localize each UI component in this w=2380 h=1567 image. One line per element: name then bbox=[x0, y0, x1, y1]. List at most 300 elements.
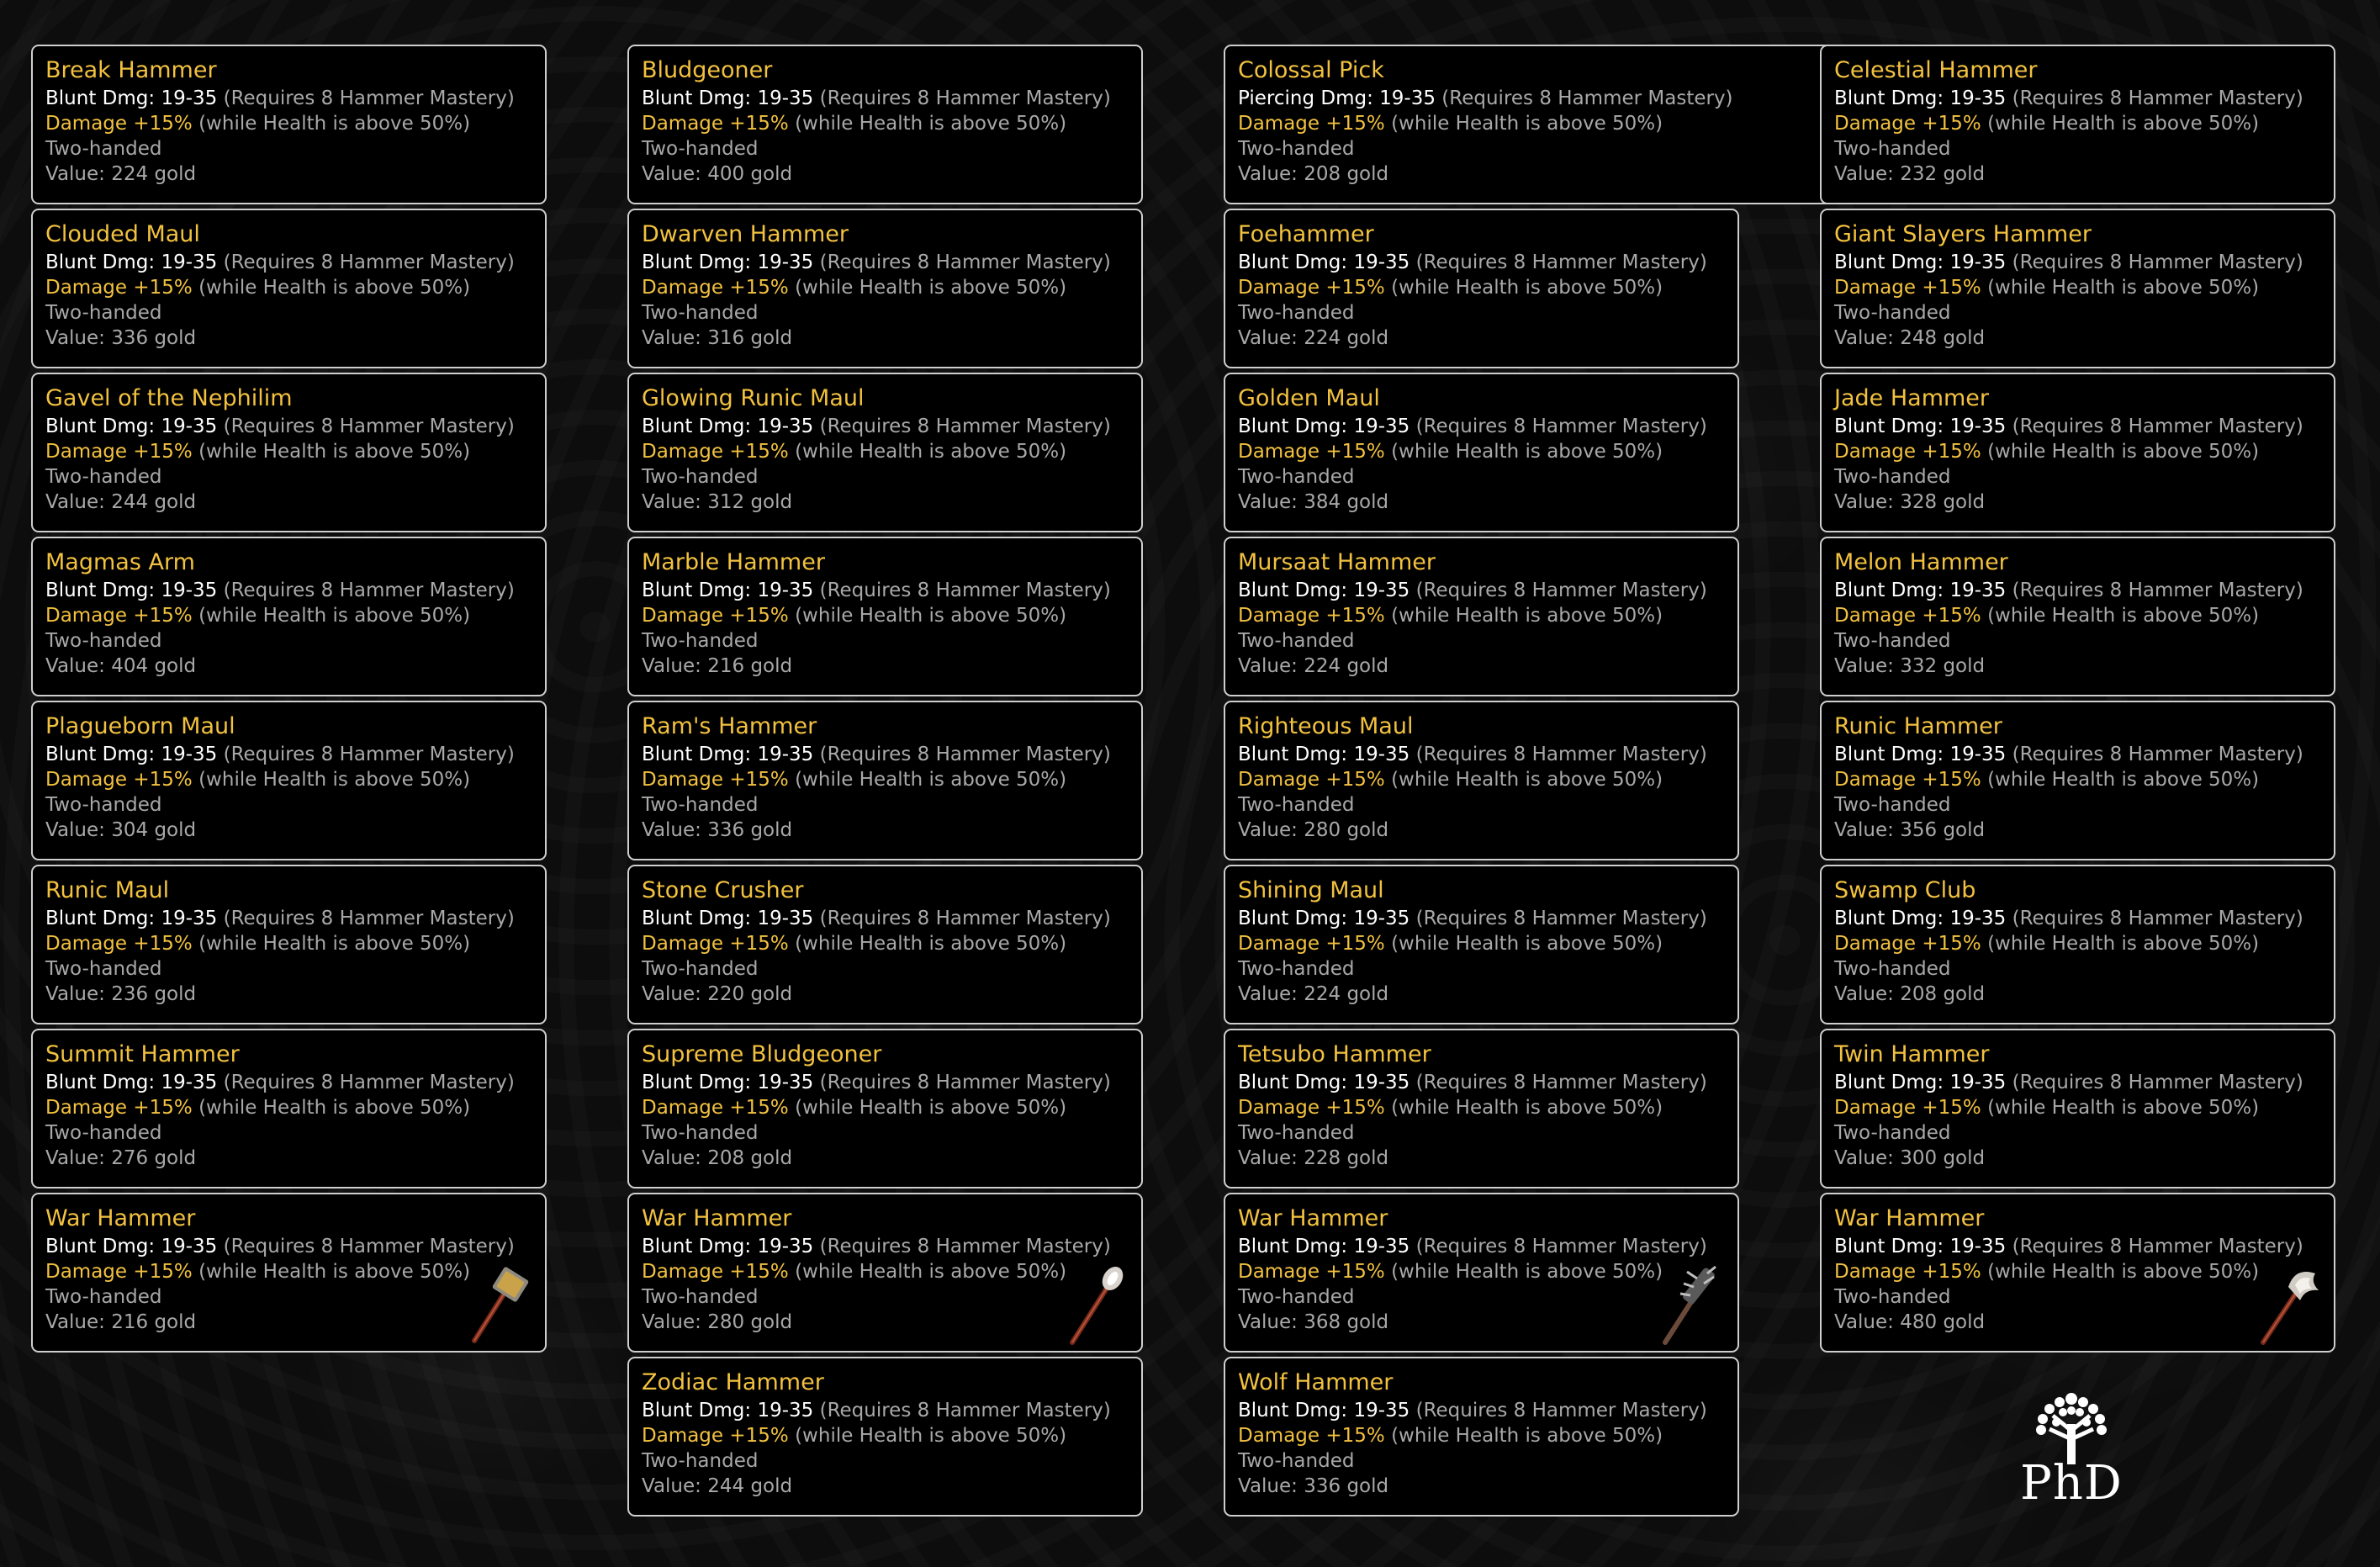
mace-icon bbox=[1059, 1262, 1134, 1346]
handedness: Two-handed bbox=[1238, 1122, 1355, 1144]
value-suffix: gold bbox=[744, 327, 793, 349]
damage-bonus: Damage +15% bbox=[642, 1097, 789, 1119]
value-amount: 368 bbox=[1304, 1311, 1341, 1333]
item-card[interactable] bbox=[31, 701, 547, 860]
requirement-text: (Requires 8 Hammer Mastery) bbox=[1409, 1400, 1707, 1421]
item-name: Glowing Runic Maul bbox=[642, 385, 865, 411]
damage-stat-line bbox=[642, 578, 1141, 603]
damage-type-label: Blunt Dmg: bbox=[1834, 251, 1950, 273]
item-value bbox=[642, 161, 1141, 187]
handedness: Two-handed bbox=[1834, 1286, 1951, 1308]
bonus-condition: (while Health is above 50%) bbox=[192, 933, 471, 955]
damage-stat-line bbox=[1834, 906, 2334, 931]
damage-stat-line bbox=[642, 1398, 1141, 1423]
damage-type-label: Blunt Dmg: bbox=[642, 87, 758, 109]
value-amount: 300 bbox=[1900, 1147, 1938, 1169]
value-amount: 276 bbox=[111, 1147, 149, 1169]
handedness: Two-handed bbox=[1238, 630, 1355, 652]
item-card[interactable] bbox=[627, 865, 1143, 1024]
item-card[interactable] bbox=[1820, 1193, 2335, 1353]
damage-stat-line bbox=[45, 250, 545, 275]
bonus-condition: (while Health is above 50%) bbox=[788, 933, 1067, 955]
item-card[interactable] bbox=[627, 537, 1143, 696]
damage-stat-line bbox=[45, 742, 545, 767]
damage-bonus-line bbox=[1834, 1095, 2334, 1120]
item-card[interactable] bbox=[31, 373, 547, 532]
item-name: War Hammer bbox=[45, 1205, 196, 1231]
damage-stat-line bbox=[1834, 414, 2334, 439]
handedness: Two-handed bbox=[642, 302, 759, 324]
requirement-text: (Requires 8 Hammer Mastery) bbox=[1409, 251, 1707, 273]
value-prefix: Value: bbox=[1834, 1147, 1901, 1169]
handedness: Two-handed bbox=[45, 1122, 162, 1144]
damage-type-label: Blunt Dmg: bbox=[642, 251, 758, 273]
damage-range: 19-35 bbox=[757, 251, 814, 273]
damage-range: 19-35 bbox=[1353, 744, 1410, 765]
value-suffix: gold bbox=[1341, 163, 1389, 185]
handedness: Two-handed bbox=[1238, 302, 1355, 324]
damage-bonus: Damage +15% bbox=[45, 277, 193, 299]
handedness: Two-handed bbox=[45, 958, 162, 980]
value-amount: 336 bbox=[707, 819, 745, 841]
damage-bonus-line bbox=[1238, 111, 1853, 136]
item-name: Twin Hammer bbox=[1834, 1041, 1990, 1067]
requirement-text: (Requires 8 Hammer Mastery) bbox=[2006, 251, 2303, 273]
requirement-text: (Requires 8 Hammer Mastery) bbox=[1409, 580, 1707, 601]
damage-bonus: Damage +15% bbox=[1238, 1097, 1385, 1119]
bonus-condition: (while Health is above 50%) bbox=[1384, 1261, 1663, 1283]
damage-bonus-line bbox=[642, 1095, 1141, 1120]
damage-type-label: Blunt Dmg: bbox=[45, 580, 161, 601]
value-prefix: Value: bbox=[1238, 819, 1304, 841]
bonus-condition: (while Health is above 50%) bbox=[1384, 769, 1663, 791]
value-suffix: gold bbox=[744, 983, 793, 1005]
requirement-text: (Requires 8 Hammer Mastery) bbox=[2006, 87, 2303, 109]
item-value bbox=[45, 982, 545, 1007]
item-name: Tetsubo Hammer bbox=[1238, 1041, 1431, 1067]
requirement-text: (Requires 8 Hammer Mastery) bbox=[1409, 1236, 1707, 1257]
item-card[interactable] bbox=[1820, 865, 2335, 1024]
damage-stat-line bbox=[1834, 742, 2334, 767]
value-amount: 208 bbox=[707, 1147, 745, 1169]
value-suffix: gold bbox=[1937, 491, 1986, 513]
damage-range: 19-35 bbox=[757, 744, 814, 765]
value-prefix: Value: bbox=[1834, 655, 1901, 677]
requirement-text: (Requires 8 Hammer Mastery) bbox=[217, 87, 515, 109]
item-card[interactable] bbox=[1820, 537, 2335, 696]
value-suffix: gold bbox=[1937, 1147, 1986, 1169]
value-prefix: Value: bbox=[1834, 1311, 1901, 1333]
value-prefix: Value: bbox=[642, 983, 708, 1005]
bonus-condition: (while Health is above 50%) bbox=[1384, 441, 1663, 463]
damage-bonus: Damage +15% bbox=[1238, 769, 1385, 791]
requirement-text: (Requires 8 Hammer Mastery) bbox=[217, 416, 515, 437]
damage-type-label: Blunt Dmg: bbox=[1238, 580, 1354, 601]
item-value bbox=[1238, 818, 1737, 843]
item-card[interactable] bbox=[31, 865, 547, 1024]
damage-stat-line bbox=[45, 906, 545, 931]
value-suffix: gold bbox=[148, 655, 197, 677]
damage-range: 19-35 bbox=[757, 908, 814, 929]
damage-stat-line bbox=[1238, 742, 1737, 767]
value-suffix: gold bbox=[744, 1311, 793, 1333]
value-prefix: Value: bbox=[1834, 327, 1901, 349]
value-prefix: Value: bbox=[642, 1147, 708, 1169]
damage-bonus-line bbox=[45, 1095, 545, 1120]
damage-type-label: Blunt Dmg: bbox=[1834, 908, 1950, 929]
value-amount: 280 bbox=[707, 1311, 745, 1333]
item-card[interactable] bbox=[627, 45, 1143, 204]
bonus-condition: (while Health is above 50%) bbox=[1981, 605, 2260, 627]
value-amount: 336 bbox=[111, 327, 149, 349]
item-value bbox=[1238, 490, 1737, 515]
value-prefix: Value: bbox=[1238, 983, 1304, 1005]
item-value bbox=[642, 1146, 1141, 1171]
damage-bonus-line bbox=[642, 439, 1141, 464]
item-name: Shining Maul bbox=[1238, 877, 1384, 903]
damage-type-label: Blunt Dmg: bbox=[1238, 908, 1354, 929]
item-value bbox=[1834, 1146, 2334, 1171]
damage-type-label: Blunt Dmg: bbox=[45, 1072, 161, 1093]
requirement-text: (Requires 8 Hammer Mastery) bbox=[813, 908, 1111, 929]
item-card[interactable] bbox=[627, 1357, 1143, 1517]
value-amount: 224 bbox=[1304, 655, 1341, 677]
damage-type-label: Blunt Dmg: bbox=[1834, 744, 1950, 765]
value-amount: 228 bbox=[1304, 1147, 1341, 1169]
damage-type-label: Blunt Dmg: bbox=[45, 416, 161, 437]
damage-type-label: Blunt Dmg: bbox=[1238, 744, 1354, 765]
damage-stat-line bbox=[45, 86, 545, 111]
item-name: Foehammer bbox=[1238, 221, 1374, 247]
item-name: Break Hammer bbox=[45, 57, 217, 83]
damage-stat-line bbox=[1834, 1234, 2334, 1259]
requirement-text: (Requires 8 Hammer Mastery) bbox=[813, 1236, 1111, 1257]
damage-range: 19-35 bbox=[1353, 1072, 1410, 1093]
damage-type-label: Blunt Dmg: bbox=[642, 416, 758, 437]
damage-bonus-line bbox=[642, 767, 1141, 792]
damage-bonus-line bbox=[1834, 767, 2334, 792]
handedness: Two-handed bbox=[1834, 138, 1951, 160]
handedness: Two-handed bbox=[642, 958, 759, 980]
requirement-text: (Requires 8 Hammer Mastery) bbox=[813, 744, 1111, 765]
damage-bonus-line bbox=[45, 767, 545, 792]
value-amount: 216 bbox=[707, 655, 745, 677]
value-prefix: Value: bbox=[45, 327, 112, 349]
value-suffix: gold bbox=[148, 1147, 197, 1169]
damage-bonus-line bbox=[1834, 275, 2334, 300]
value-prefix: Value: bbox=[642, 1475, 708, 1497]
damage-bonus: Damage +15% bbox=[45, 1097, 193, 1119]
bonus-condition: (while Health is above 50%) bbox=[192, 441, 471, 463]
bonus-condition: (while Health is above 50%) bbox=[1384, 1097, 1663, 1119]
value-prefix: Value: bbox=[45, 983, 112, 1005]
value-amount: 336 bbox=[1304, 1475, 1341, 1497]
damage-stat-line bbox=[642, 1070, 1141, 1095]
item-card[interactable] bbox=[1224, 373, 1739, 532]
damage-type-label: Blunt Dmg: bbox=[642, 1072, 758, 1093]
item-name: War Hammer bbox=[1834, 1205, 1985, 1231]
damage-bonus: Damage +15% bbox=[45, 113, 193, 135]
damage-bonus: Damage +15% bbox=[1834, 933, 1981, 955]
item-name: Celestial Hammer bbox=[1834, 57, 2038, 83]
value-prefix: Value: bbox=[45, 1147, 112, 1169]
handedness: Two-handed bbox=[642, 1122, 759, 1144]
damage-bonus-line bbox=[45, 931, 545, 956]
damage-type-label: Blunt Dmg: bbox=[1238, 1400, 1354, 1421]
bonus-condition: (while Health is above 50%) bbox=[192, 113, 471, 135]
damage-bonus: Damage +15% bbox=[1238, 933, 1385, 955]
item-card[interactable] bbox=[627, 1193, 1143, 1353]
damage-type-label: Blunt Dmg: bbox=[1834, 580, 1950, 601]
bonus-condition: (while Health is above 50%) bbox=[192, 1097, 471, 1119]
bonus-condition: (while Health is above 50%) bbox=[192, 277, 471, 299]
damage-stat-line bbox=[642, 250, 1141, 275]
value-amount: 224 bbox=[1304, 327, 1341, 349]
item-card[interactable] bbox=[31, 1193, 547, 1353]
item-card[interactable] bbox=[1224, 209, 1739, 368]
value-prefix: Value: bbox=[1238, 327, 1304, 349]
damage-range: 19-35 bbox=[1949, 580, 2007, 601]
value-suffix: gold bbox=[148, 327, 197, 349]
value-amount: 216 bbox=[111, 1311, 149, 1333]
damage-bonus: Damage +15% bbox=[1834, 605, 1981, 627]
damage-type-label: Blunt Dmg: bbox=[1834, 1236, 1950, 1257]
damage-range: 19-35 bbox=[161, 908, 218, 929]
damage-range: 19-35 bbox=[1949, 1236, 2007, 1257]
item-value bbox=[45, 818, 545, 843]
value-prefix: Value: bbox=[45, 163, 112, 185]
value-amount: 224 bbox=[1304, 983, 1341, 1005]
sledgehammer-icon bbox=[463, 1262, 538, 1346]
bonus-condition: (while Health is above 50%) bbox=[1981, 277, 2260, 299]
handedness: Two-handed bbox=[642, 138, 759, 160]
item-card[interactable] bbox=[31, 1029, 547, 1188]
bonus-condition: (while Health is above 50%) bbox=[1981, 1097, 2260, 1119]
requirement-text: (Requires 8 Hammer Mastery) bbox=[217, 744, 515, 765]
damage-bonus-line bbox=[45, 439, 545, 464]
value-amount: 312 bbox=[707, 491, 745, 513]
damage-bonus-line bbox=[1238, 1095, 1737, 1120]
item-card[interactable] bbox=[31, 45, 547, 204]
damage-type-label: Blunt Dmg: bbox=[45, 908, 161, 929]
damage-range: 19-35 bbox=[757, 416, 814, 437]
item-card[interactable] bbox=[1820, 701, 2335, 860]
damage-bonus-line bbox=[642, 111, 1141, 136]
damage-range: 19-35 bbox=[757, 1400, 814, 1421]
damage-type-label: Blunt Dmg: bbox=[1238, 1236, 1354, 1257]
handedness: Two-handed bbox=[45, 630, 162, 652]
damage-type-label: Blunt Dmg: bbox=[642, 580, 758, 601]
value-amount: 248 bbox=[1900, 327, 1938, 349]
bonus-condition: (while Health is above 50%) bbox=[788, 1261, 1067, 1283]
item-card[interactable] bbox=[627, 701, 1143, 860]
damage-type-label: Blunt Dmg: bbox=[1238, 1072, 1354, 1093]
damage-type-label: Blunt Dmg: bbox=[45, 744, 161, 765]
damage-type-label: Blunt Dmg: bbox=[1834, 1072, 1950, 1093]
item-card[interactable] bbox=[1224, 537, 1739, 696]
item-card[interactable] bbox=[1820, 373, 2335, 532]
damage-stat-line bbox=[1834, 578, 2334, 603]
value-amount: 224 bbox=[111, 163, 149, 185]
item-card[interactable] bbox=[1224, 1357, 1739, 1517]
value-prefix: Value: bbox=[1834, 819, 1901, 841]
item-column-1 bbox=[31, 45, 547, 1353]
requirement-text: (Requires 8 Hammer Mastery) bbox=[2006, 744, 2303, 765]
item-card[interactable] bbox=[1820, 209, 2335, 368]
damage-type-label: Blunt Dmg: bbox=[642, 1236, 758, 1257]
damage-range: 19-35 bbox=[1379, 87, 1436, 109]
bonus-condition: (while Health is above 50%) bbox=[1981, 769, 2260, 791]
item-name: Zodiac Hammer bbox=[642, 1369, 824, 1395]
damage-bonus: Damage +15% bbox=[1834, 769, 1981, 791]
item-name: War Hammer bbox=[642, 1205, 792, 1231]
value-suffix: gold bbox=[1937, 983, 1986, 1005]
value-prefix: Value: bbox=[1238, 163, 1304, 185]
value-prefix: Value: bbox=[642, 163, 708, 185]
item-value bbox=[642, 1474, 1141, 1499]
requirement-text: (Requires 8 Hammer Mastery) bbox=[217, 580, 515, 601]
damage-stat-line bbox=[1238, 1070, 1737, 1095]
item-card[interactable] bbox=[627, 1029, 1143, 1188]
value-prefix: Value: bbox=[1834, 983, 1901, 1005]
item-column-2 bbox=[627, 45, 1143, 1517]
item-name: Bludgeoner bbox=[642, 57, 773, 83]
bonus-condition: (while Health is above 50%) bbox=[1384, 1425, 1663, 1447]
item-name: Jade Hammer bbox=[1834, 385, 1990, 411]
handedness: Two-handed bbox=[45, 138, 162, 160]
damage-bonus-line bbox=[642, 931, 1141, 956]
value-prefix: Value: bbox=[1834, 491, 1901, 513]
value-amount: 244 bbox=[111, 491, 149, 513]
logo-text: PhD bbox=[2020, 1456, 2123, 1511]
damage-bonus-line bbox=[1238, 439, 1737, 464]
damage-bonus: Damage +15% bbox=[1238, 1261, 1385, 1283]
item-value bbox=[1834, 326, 2334, 351]
requirement-text: (Requires 8 Hammer Mastery) bbox=[217, 251, 515, 273]
value-prefix: Value: bbox=[1238, 1475, 1304, 1497]
value-suffix: gold bbox=[744, 819, 793, 841]
item-card[interactable] bbox=[1224, 1029, 1739, 1188]
value-suffix: gold bbox=[1341, 819, 1389, 841]
item-value bbox=[1238, 1474, 1737, 1499]
item-value bbox=[1834, 490, 2334, 515]
item-value bbox=[45, 326, 545, 351]
item-column-4 bbox=[1820, 45, 2335, 1353]
item-card[interactable] bbox=[31, 209, 547, 368]
item-card[interactable] bbox=[31, 537, 547, 696]
damage-range: 19-35 bbox=[757, 1072, 814, 1093]
requirement-text: (Requires 8 Hammer Mastery) bbox=[1436, 87, 1733, 109]
damage-type-label: Blunt Dmg: bbox=[45, 87, 161, 109]
damage-stat-line bbox=[45, 578, 545, 603]
handedness: Two-handed bbox=[1834, 466, 1951, 488]
damage-range: 19-35 bbox=[1949, 908, 2007, 929]
item-card[interactable] bbox=[627, 209, 1143, 368]
item-name: Supreme Bludgeoner bbox=[642, 1041, 882, 1067]
damage-bonus-line bbox=[45, 275, 545, 300]
value-amount: 404 bbox=[111, 655, 149, 677]
damage-bonus-line bbox=[642, 603, 1141, 628]
item-value bbox=[1834, 654, 2334, 679]
value-prefix: Value: bbox=[1238, 1311, 1304, 1333]
value-amount: 384 bbox=[1304, 491, 1341, 513]
damage-bonus: Damage +15% bbox=[642, 933, 789, 955]
damage-stat-line bbox=[1238, 86, 1853, 111]
item-card[interactable] bbox=[1820, 45, 2335, 204]
damage-bonus: Damage +15% bbox=[1238, 277, 1385, 299]
value-amount: 304 bbox=[111, 819, 149, 841]
bonus-condition: (while Health is above 50%) bbox=[788, 1425, 1067, 1447]
requirement-text: (Requires 8 Hammer Mastery) bbox=[1409, 416, 1707, 437]
value-suffix: gold bbox=[1937, 327, 1986, 349]
value-suffix: gold bbox=[148, 819, 197, 841]
damage-range: 19-35 bbox=[161, 1236, 218, 1257]
requirement-text: (Requires 8 Hammer Mastery) bbox=[217, 1072, 515, 1093]
bonus-condition: (while Health is above 50%) bbox=[192, 1261, 471, 1283]
value-amount: 332 bbox=[1900, 655, 1938, 677]
item-card[interactable] bbox=[627, 373, 1143, 532]
item-value bbox=[45, 654, 545, 679]
damage-stat-line bbox=[45, 1070, 545, 1095]
item-card[interactable] bbox=[1224, 1193, 1739, 1353]
damage-range: 19-35 bbox=[1949, 416, 2007, 437]
item-name: Magmas Arm bbox=[45, 549, 195, 575]
item-card[interactable] bbox=[1224, 45, 1854, 204]
damage-bonus-line bbox=[1834, 111, 2334, 136]
handedness: Two-handed bbox=[1238, 1286, 1355, 1308]
item-card[interactable] bbox=[1224, 701, 1739, 860]
spiked-club-icon bbox=[1655, 1262, 1731, 1346]
value-suffix: gold bbox=[1341, 655, 1389, 677]
damage-range: 19-35 bbox=[1949, 251, 2007, 273]
item-name: Wolf Hammer bbox=[1238, 1369, 1394, 1395]
damage-type-label: Piercing Dmg: bbox=[1238, 87, 1380, 109]
requirement-text: (Requires 8 Hammer Mastery) bbox=[813, 87, 1111, 109]
damage-bonus-line bbox=[45, 603, 545, 628]
damage-range: 19-35 bbox=[1353, 1400, 1410, 1421]
value-suffix: gold bbox=[1341, 1147, 1389, 1169]
value-prefix: Value: bbox=[642, 1311, 708, 1333]
item-value bbox=[1834, 161, 2334, 187]
item-value bbox=[642, 982, 1141, 1007]
item-card[interactable] bbox=[1224, 865, 1739, 1024]
damage-range: 19-35 bbox=[1353, 1236, 1410, 1257]
handedness: Two-handed bbox=[642, 1286, 759, 1308]
damage-range: 19-35 bbox=[161, 580, 218, 601]
item-name: Golden Maul bbox=[1238, 385, 1380, 411]
damage-bonus-line bbox=[1834, 603, 2334, 628]
handedness: Two-handed bbox=[1238, 958, 1355, 980]
damage-stat-line bbox=[45, 414, 545, 439]
item-card[interactable] bbox=[1820, 1029, 2335, 1188]
damage-bonus: Damage +15% bbox=[1238, 605, 1385, 627]
requirement-text: (Requires 8 Hammer Mastery) bbox=[2006, 416, 2303, 437]
damage-bonus-line bbox=[1238, 603, 1737, 628]
requirement-text: (Requires 8 Hammer Mastery) bbox=[217, 1236, 515, 1257]
damage-bonus: Damage +15% bbox=[45, 769, 193, 791]
value-suffix: gold bbox=[1937, 1311, 1986, 1333]
item-name: Runic Maul bbox=[45, 877, 170, 903]
damage-bonus: Damage +15% bbox=[1238, 441, 1385, 463]
bonus-condition: (while Health is above 50%) bbox=[1981, 113, 2260, 135]
bonus-condition: (while Health is above 50%) bbox=[1981, 933, 2260, 955]
bonus-condition: (while Health is above 50%) bbox=[1384, 933, 1663, 955]
item-column-3 bbox=[1224, 45, 1854, 1517]
item-value bbox=[1238, 1146, 1737, 1171]
handedness: Two-handed bbox=[1834, 302, 1951, 324]
damage-bonus: Damage +15% bbox=[1834, 277, 1981, 299]
damage-stat-line bbox=[642, 86, 1141, 111]
